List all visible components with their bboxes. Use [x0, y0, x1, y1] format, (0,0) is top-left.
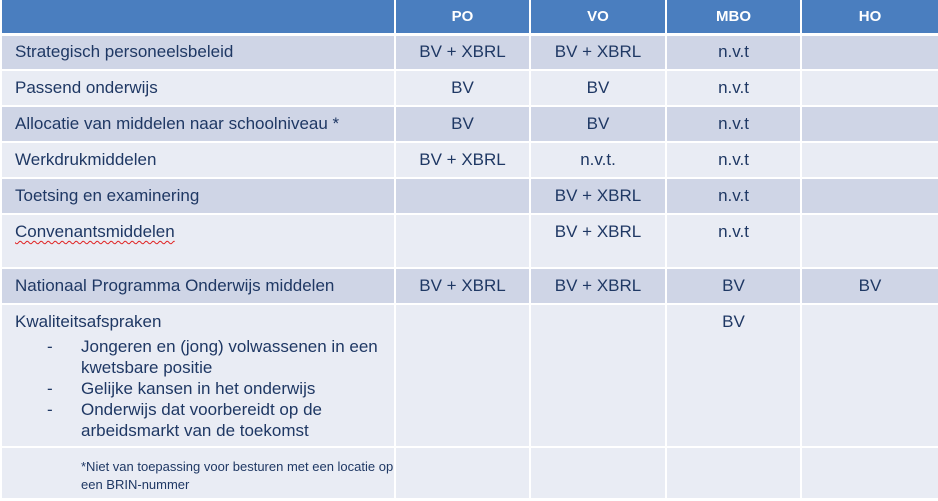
cell-mbo: BV — [666, 304, 801, 447]
dash-bullet: - — [47, 379, 53, 398]
list-item-text: Jongeren en (jong) volwassenen in een kwetsbare positie — [81, 337, 378, 377]
footnote-row — [1, 447, 938, 499]
cell-ho — [801, 34, 938, 70]
cell-po: BV — [395, 70, 530, 106]
cell-po — [395, 178, 530, 214]
quality-label: Kwaliteitsafspraken — [15, 312, 162, 331]
spellcheck-word: Convenantsmiddelen — [15, 222, 175, 241]
row-label — [1, 214, 395, 268]
quality-list — [15, 336, 394, 441]
row-label: Passend onderwijs — [1, 70, 395, 106]
table-row — [1, 268, 938, 304]
cell-po — [395, 304, 530, 447]
cell-vo: BV — [530, 70, 666, 106]
header-po: PO — [395, 0, 530, 34]
list-item-text: Gelijke kansen in het onderwijs — [81, 379, 316, 398]
cell-po: BV — [395, 106, 530, 142]
cell-mbo: n.v.t — [666, 178, 801, 214]
cell-vo — [530, 304, 666, 447]
cell-ho — [801, 70, 938, 106]
list-item — [15, 378, 394, 399]
table-row — [1, 142, 938, 178]
table-row — [1, 106, 938, 142]
cell-vo: BV + XBRL — [530, 34, 666, 70]
table-row — [1, 214, 938, 268]
cell-vo — [530, 447, 666, 499]
quality-row — [1, 304, 938, 447]
header-vo: VO — [530, 0, 666, 34]
cell-vo: n.v.t. — [530, 142, 666, 178]
cell-ho — [801, 214, 938, 268]
table-row — [1, 178, 938, 214]
cell-vo: BV — [530, 106, 666, 142]
dash-bullet: - — [47, 400, 53, 419]
cell-mbo: n.v.t — [666, 34, 801, 70]
row-label: Werkdrukmiddelen — [1, 142, 395, 178]
dash-bullet: - — [47, 337, 53, 356]
header-row — [1, 0, 938, 34]
cell-vo: BV + XBRL — [530, 178, 666, 214]
cell-po: BV + XBRL — [395, 34, 530, 70]
cell-mbo — [666, 447, 801, 499]
list-item-text: Onderwijs dat voorbereidt op de arbeidsmarkt van de toekomst — [81, 400, 322, 440]
header-mbo: MBO — [666, 0, 801, 34]
cell-vo: BV + XBRL — [530, 268, 666, 304]
row-label: Allocatie van middelen naar schoolniveau * — [1, 106, 395, 142]
quality-cell — [1, 304, 395, 447]
table-row — [1, 34, 938, 70]
cell-po: BV + XBRL — [395, 268, 530, 304]
row-label: Toetsing en examinering — [1, 178, 395, 214]
row-label: Nationaal Programma Onderwijs middelen — [1, 268, 395, 304]
cell-ho — [801, 142, 938, 178]
list-item — [15, 399, 394, 441]
list-item — [15, 336, 394, 378]
cell-po — [395, 447, 530, 499]
cell-ho — [801, 106, 938, 142]
footnote-cell — [1, 447, 395, 499]
cell-ho — [801, 178, 938, 214]
header-label-cell — [1, 0, 395, 34]
cell-ho — [801, 447, 938, 499]
cell-ho — [801, 304, 938, 447]
cell-vo: BV + XBRL — [530, 214, 666, 268]
cell-mbo: BV — [666, 268, 801, 304]
cell-po: BV + XBRL — [395, 142, 530, 178]
row-label: Strategisch personeelsbeleid — [1, 34, 395, 70]
table-row — [1, 70, 938, 106]
footnote-text: *Niet van toepassing voor besturen met een locatie op een BRIN-nummer — [81, 459, 394, 492]
cell-mbo: n.v.t — [666, 106, 801, 142]
cell-ho: BV — [801, 268, 938, 304]
cell-po — [395, 214, 530, 268]
cell-mbo: n.v.t — [666, 214, 801, 268]
cell-mbo: n.v.t — [666, 142, 801, 178]
header-ho: HO — [801, 0, 938, 34]
cell-mbo: n.v.t — [666, 70, 801, 106]
